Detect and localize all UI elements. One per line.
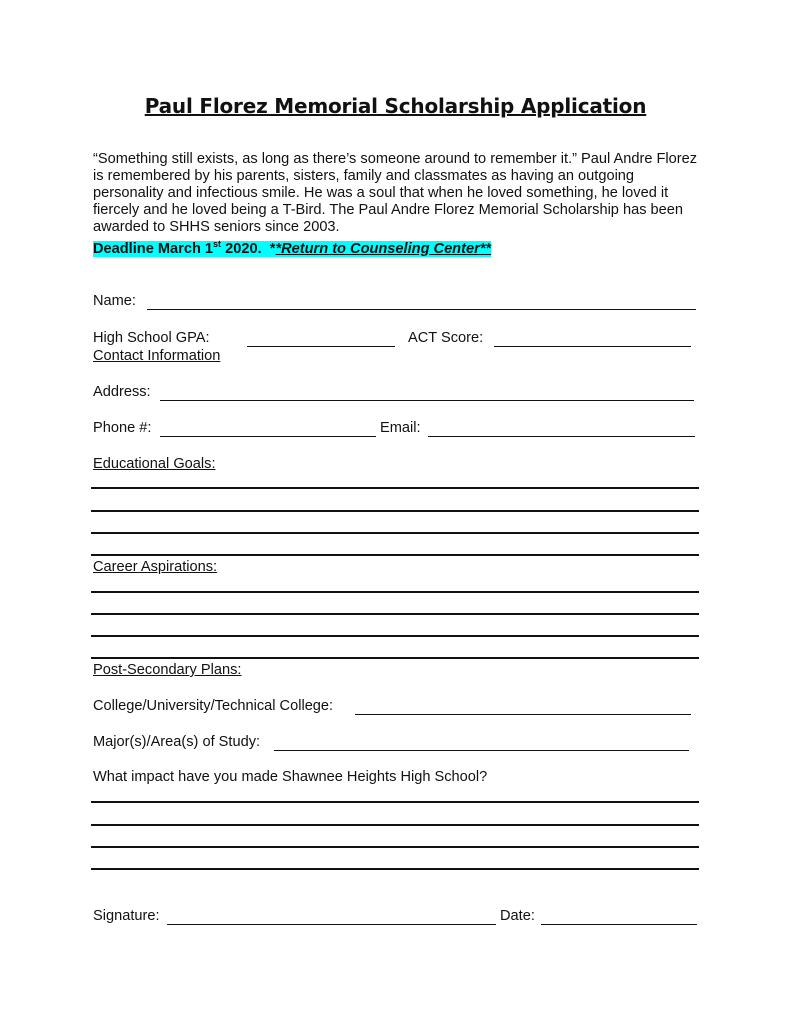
- career-aspirations-line[interactable]: [91, 591, 699, 593]
- career-aspirations-line[interactable]: [91, 635, 699, 637]
- contact-heading: Contact Information: [93, 348, 221, 364]
- impact-line[interactable]: [91, 824, 699, 826]
- address-field[interactable]: [160, 400, 694, 401]
- educational-goals-heading: Educational Goals:: [93, 456, 216, 472]
- intro-text: “Something still exists, as long as there’s someone around to remember it.” Paul Andre Florez is remembered by his parents, sisters, family and classmates as having an outgoing personality and infectious smile. He was a soul that when he loved something, he loved it fiercely and he loved being a T-Bird. The Paul Andre Florez Memorial Scholarship has been awarded to SHHS seniors since 2003.: [93, 151, 698, 235]
- deadline-note-prefix: *: [261, 240, 276, 257]
- college-label: College/University/Technical College:: [93, 698, 334, 714]
- date-label: Date:: [500, 908, 535, 924]
- deadline-year: 2020.: [221, 240, 262, 257]
- phone-field[interactable]: [160, 436, 376, 437]
- gpa-field[interactable]: [247, 346, 395, 347]
- phone-label: Phone #:: [93, 420, 152, 436]
- impact-line[interactable]: [91, 801, 699, 803]
- career-aspirations-line[interactable]: [91, 657, 699, 659]
- deadline-banner: [93, 241, 491, 257]
- impact-line[interactable]: [91, 868, 699, 870]
- name-field[interactable]: [147, 309, 696, 310]
- post-secondary-heading: Post-Secondary Plans:: [93, 662, 242, 678]
- educational-goals-line[interactable]: [91, 532, 699, 534]
- educational-goals-line[interactable]: [91, 510, 699, 512]
- address-label: Address:: [93, 384, 151, 400]
- impact-label: What impact have you made Shawnee Heights High School?: [93, 769, 488, 785]
- educational-goals-line[interactable]: [91, 554, 699, 556]
- page-title: Paul Florez Memorial Scholarship Application: [144, 94, 647, 118]
- deadline-superscript: st: [213, 239, 222, 249]
- return-note: *Return to Counseling Center**: [275, 240, 492, 257]
- act-field[interactable]: [494, 346, 691, 347]
- major-field[interactable]: [274, 750, 689, 751]
- college-field[interactable]: [355, 714, 691, 715]
- signature-label: Signature:: [93, 908, 160, 924]
- signature-field[interactable]: [167, 924, 496, 925]
- gpa-label: High School GPA:: [93, 330, 210, 346]
- educational-goals-line[interactable]: [91, 487, 699, 489]
- intro-paragraph: [93, 151, 703, 258]
- career-aspirations-line[interactable]: [91, 613, 699, 615]
- act-label: ACT Score:: [408, 330, 484, 346]
- name-label: Name:: [93, 293, 136, 309]
- impact-line[interactable]: [91, 846, 699, 848]
- date-field[interactable]: [541, 924, 697, 925]
- email-field[interactable]: [428, 436, 695, 437]
- major-label: Major(s)/Area(s) of Study:: [93, 734, 261, 750]
- career-aspirations-heading: Career Aspirations:: [93, 559, 218, 575]
- email-label: Email:: [380, 420, 421, 436]
- deadline-text: Deadline March 1: [93, 240, 214, 257]
